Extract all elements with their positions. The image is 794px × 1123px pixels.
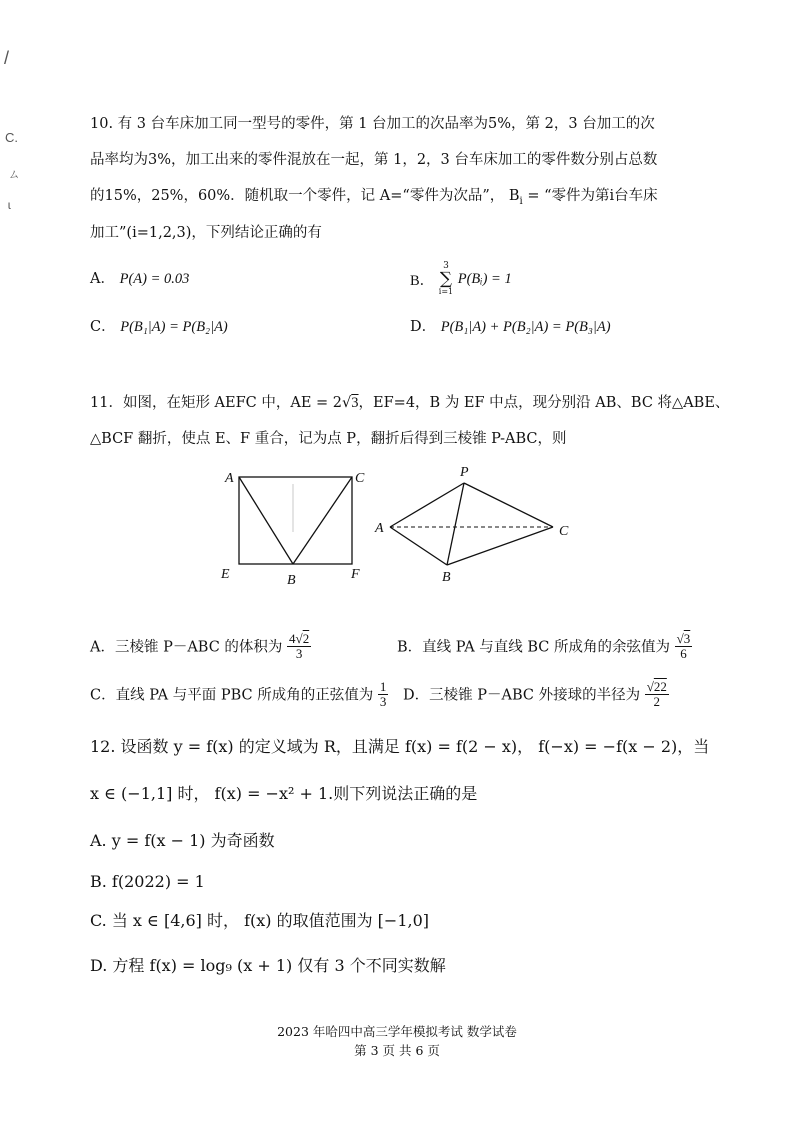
edge-pc — [464, 483, 553, 527]
q11-option-b-text: B．直线 PA 与直线 BC 所成角的余弦值为 — [397, 639, 671, 656]
q11-option-a-text: A．三棱锥 P－ABC 的体积为 — [90, 639, 283, 656]
q12-line-2: x ∈ (−1,1] 时， f(x) = −x² + 1.则下列说法正确的是 — [90, 784, 478, 803]
fig1-label-f: F — [351, 567, 360, 582]
q11-option-d-denominator: 2 — [653, 693, 661, 709]
sqrt-symbol: √ — [676, 631, 684, 646]
q11-option-b-radicand: 3 — [683, 631, 691, 646]
q12-option-c: C. 当 x ∈ [4,6] 时， f(x) 的取值范围为 [−1,0] — [90, 911, 430, 930]
footer-page-number: 第 3 页 共 6 页 — [354, 1043, 440, 1058]
q10-option-b-sigma — [439, 262, 453, 296]
sqrt-symbol: √ — [342, 395, 352, 411]
margin-mark-3: ㄙ — [8, 167, 21, 181]
fold-line-ab — [239, 477, 293, 564]
edge-pa — [390, 483, 464, 527]
q11-option-c-text: C．直线 PA 与平面 PBC 所成角的正弦值为 — [90, 687, 374, 704]
q11-line-1-radicand: 3 — [351, 395, 359, 411]
q11-option-c-fraction — [378, 680, 389, 708]
q11-option-d-text: D．三棱锥 P－ABC 外接球的半径为 — [403, 687, 641, 704]
q11-line-2: △BCF 翻折，使点 E、F 重合，记为点 P，翻折后得到三棱锥 P-ABC，则 — [90, 431, 567, 447]
q10-line-2: 品率均为3%，加工出来的零件混放在一起，第 1，2，3 台车床加工的零件数分别占总数 — [90, 152, 658, 168]
q11-option-a-denominator: 3 — [295, 645, 303, 661]
q10-option-a-label: A． — [90, 271, 115, 287]
q11-option-a-fraction — [287, 632, 311, 660]
q10-line-3-sub: i — [519, 195, 523, 207]
q10-line-1: 10. 有 3 台车床加工同一型号的零件，第 1 台加工的次品率为5%，第 2，3 台加工的次 — [90, 116, 655, 132]
q11-option-c-denominator: 3 — [379, 693, 387, 709]
footer-title: 2023 年哈四中高三学年模拟考试 数学试卷 — [277, 1024, 517, 1039]
q11-option-a-radicand: 2 — [302, 631, 310, 646]
q10-line-3-end: = “零件为第i台车床 — [522, 188, 658, 204]
q11-option-b — [397, 632, 692, 660]
margin-mark-2: C. — [5, 130, 18, 145]
q11-option-c — [90, 680, 388, 708]
fig1-label-a: A — [225, 471, 234, 486]
q12-option-b: B. f(2022) = 1 — [90, 872, 205, 891]
fig2-label-p: P — [460, 465, 469, 480]
q10-option-b-sum-top: 3 — [443, 261, 449, 271]
q10-option-d-label: D． — [410, 319, 437, 335]
tetrahedron-figure — [370, 460, 585, 587]
q11-option-a — [90, 632, 311, 660]
q10-option-b-sum-bottom: i=1 — [438, 287, 454, 296]
q12-option-d: D. 方程 f(x) = log₉ (x + 1) 仅有 3 个不同实数解 — [90, 956, 446, 975]
sqrt-symbol: √ — [646, 679, 654, 694]
q10-option-a-expr: P(A) = 0.03 — [119, 271, 190, 287]
q10-option-b-expr: P(Bᵢ) = 1 — [457, 270, 512, 287]
q10-line-3 — [90, 189, 658, 207]
q12-line-1: 12. 设函数 y = f(x) 的定义域为 R，且满足 f(x) = f(2 − x)， f(−x) = −f(x − 2)，当 — [90, 737, 710, 756]
q10-option-b — [410, 262, 512, 296]
q11-option-c-numerator: 1 — [379, 679, 387, 694]
fig2-label-b: B — [442, 570, 451, 585]
q11-option-b-fraction — [675, 632, 693, 660]
edge-ab — [390, 527, 447, 565]
fig1-label-e: E — [221, 567, 230, 582]
edge-pb — [447, 483, 464, 565]
edge-bc — [447, 527, 553, 565]
fig2-label-c: C — [559, 524, 569, 539]
q11-line-1-pre: 11．如图，在矩形 AEFC 中，AE = 2 — [90, 395, 343, 411]
fig2-label-a: A — [375, 521, 384, 536]
q10-line-4: 加工”(i=1,2,3)，下列结论正确的有 — [90, 225, 322, 241]
q10-option-b-label: B． — [410, 272, 435, 289]
q10-option-c-expr: P(B₁|A) = P(B₂|A) — [120, 319, 228, 335]
q11-option-d — [403, 680, 669, 708]
q10-option-c-label: C． — [90, 319, 116, 335]
margin-mark-1: / — [4, 48, 10, 68]
q11-option-d-radicand: 22 — [653, 679, 667, 694]
q10-option-d-expr: P(B₁|A) + P(B₂|A) = P(B₃|A) — [440, 319, 611, 335]
q11-option-d-fraction — [645, 680, 669, 708]
q10-option-a — [90, 272, 189, 287]
rectangle-aefc — [239, 477, 352, 564]
q11-option-a-coef: 4 — [289, 631, 296, 646]
q10-option-d — [410, 320, 611, 335]
q12-option-a: A. y = f(x − 1) 为奇函数 — [90, 831, 275, 850]
fig1-label-b: B — [287, 573, 296, 587]
q10-line-3-text: 的15%，25%，60%．随机取一个零件，记 A=“零件为次品”， B — [90, 188, 520, 204]
rectangle-figure — [215, 462, 375, 587]
q11-option-b-denominator: 6 — [680, 645, 687, 661]
q11-line-1 — [90, 396, 729, 411]
sqrt-symbol: √ — [295, 631, 303, 646]
fig1-label-c: C — [355, 471, 365, 486]
q11-line-1-post: ，EF=4，B 为 EF 中点，现分别沿 AB、BC 将△ABE、 — [358, 395, 730, 411]
margin-mark-4: ɩ — [8, 198, 11, 212]
fold-line-bc — [293, 477, 352, 564]
q10-option-c — [90, 320, 228, 335]
sigma-symbol: ∑ — [439, 269, 453, 289]
